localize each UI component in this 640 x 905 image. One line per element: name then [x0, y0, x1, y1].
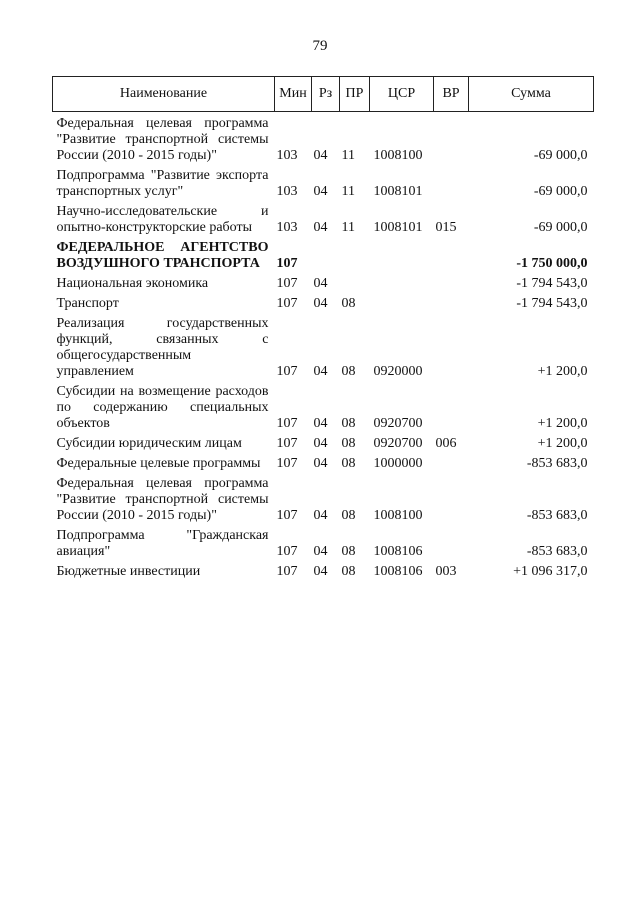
cell-rz: 04 [313, 220, 328, 235]
cell-csr: 1008106 [373, 564, 423, 579]
cell-min: 107 [276, 276, 298, 291]
header-min: Мин [275, 77, 312, 112]
cell-pr: 08 [341, 544, 356, 559]
cell-sum: -1 794 543,0 [516, 276, 588, 291]
cell-vr: 003 [435, 564, 457, 579]
cell-csr [370, 272, 434, 292]
header-rz: Рз [312, 77, 340, 112]
cell-pr: 08 [341, 436, 356, 451]
cell-rz: 04 [313, 148, 328, 163]
cell-rz: 04 [313, 544, 328, 559]
cell-rz: 04 [313, 184, 328, 199]
cell-name: Бюджетные инвестиции [56, 564, 201, 579]
cell-name: Реализация государственных функций, связанных с общегосударственным управлением [56, 316, 269, 379]
cell-vr [434, 292, 469, 312]
cell-sum: +1 200,0 [537, 416, 588, 431]
cell-csr: 1008100 [373, 148, 423, 163]
header-sum: Сумма [469, 77, 594, 112]
cell-min: 103 [276, 148, 298, 163]
cell-pr [340, 272, 370, 292]
cell-name: Научно-исследовательские и опытно-конструкторские работы [56, 204, 269, 235]
cell-sum: -69 000,0 [533, 184, 588, 199]
cell-name: Транспорт [56, 296, 119, 311]
cell-min: 107 [276, 256, 298, 271]
cell-name: Подпрограмма "Гражданская авиация" [56, 528, 269, 559]
cell-rz: 04 [313, 436, 328, 451]
table-header [53, 77, 594, 112]
cell-min: 103 [276, 220, 298, 235]
cell-min: 107 [276, 508, 298, 523]
table-row [53, 312, 594, 380]
cell-pr [340, 236, 370, 272]
cell-min: 107 [276, 456, 298, 471]
cell-vr [434, 380, 469, 432]
table-row [53, 452, 594, 472]
cell-sum: -853 683,0 [526, 544, 588, 559]
cell-vr [434, 112, 469, 165]
cell-pr: 08 [341, 416, 356, 431]
page-number: 79 [312, 38, 328, 54]
cell-min: 103 [276, 184, 298, 199]
header-csr: ЦСР [370, 77, 434, 112]
cell-sum: -1 794 543,0 [516, 296, 588, 311]
cell-vr [434, 452, 469, 472]
cell-sum: +1 096 317,0 [513, 564, 588, 579]
cell-csr [370, 292, 434, 312]
cell-name: Субсидии на возмещение расходов по содержанию специальных объектов [56, 384, 269, 431]
cell-vr: 006 [435, 436, 457, 451]
cell-name: Национальная экономика [56, 276, 209, 291]
header-vr: ВР [434, 77, 469, 112]
cell-pr: 08 [341, 364, 356, 379]
table-body [53, 112, 594, 581]
cell-csr: 0920000 [373, 364, 423, 379]
cell-vr [434, 236, 469, 272]
cell-min: 107 [276, 296, 298, 311]
cell-pr: 08 [341, 296, 356, 311]
cell-sum: -853 683,0 [526, 456, 588, 471]
cell-csr: 1008101 [373, 184, 423, 199]
table-row [53, 524, 594, 560]
cell-csr: 1008101 [373, 220, 423, 235]
cell-min: 107 [276, 544, 298, 559]
cell-csr: 1008100 [373, 508, 423, 523]
cell-pr: 11 [341, 184, 355, 199]
cell-name: Федеральные целевые программы [56, 456, 261, 471]
cell-pr: 11 [341, 220, 355, 235]
cell-name: Федеральная целевая программа "Развитие транспортной системы России (2010 - 2015 годы)" [56, 116, 269, 163]
cell-min: 107 [276, 416, 298, 431]
cell-name: Федеральная целевая программа "Развитие транспортной системы России (2010 - 2015 годы)" [56, 476, 269, 523]
table-row [53, 200, 594, 236]
cell-rz: 04 [313, 564, 328, 579]
cell-sum: +1 200,0 [537, 364, 588, 379]
cell-csr: 0920700 [373, 436, 423, 451]
cell-rz: 04 [313, 276, 328, 291]
cell-rz: 04 [313, 296, 328, 311]
cell-name: Подпрограмма "Развитие экспорта транспортных услуг" [56, 168, 269, 199]
cell-csr: 1008106 [373, 544, 423, 559]
table-row [53, 112, 594, 165]
header-name: Наименование [53, 77, 275, 112]
cell-min: 107 [276, 564, 298, 579]
cell-pr: 08 [341, 456, 356, 471]
cell-csr [370, 236, 434, 272]
cell-rz: 04 [313, 508, 328, 523]
cell-vr: 015 [435, 220, 457, 235]
table-row [53, 236, 594, 272]
cell-sum: -69 000,0 [533, 148, 588, 163]
cell-rz: 04 [313, 364, 328, 379]
cell-vr [434, 472, 469, 524]
header-row [53, 77, 594, 112]
table-row [53, 432, 594, 452]
cell-vr [434, 164, 469, 200]
table-row [53, 272, 594, 292]
table-row [53, 292, 594, 312]
cell-name: ФЕДЕРАЛЬНОЕ АГЕНТСТВО ВОЗДУШНОГО ТРАНСПОРТА [56, 240, 269, 271]
cell-pr: 08 [341, 508, 356, 523]
cell-csr: 1000000 [373, 456, 423, 471]
cell-sum: -1 750 000,0 [516, 256, 588, 271]
cell-pr: 08 [341, 564, 356, 579]
cell-sum: -853 683,0 [526, 508, 588, 523]
cell-min: 107 [276, 436, 298, 451]
table-row [53, 380, 594, 432]
cell-pr: 11 [341, 148, 355, 163]
cell-rz: 04 [313, 456, 328, 471]
cell-sum: -69 000,0 [533, 220, 588, 235]
table-row [53, 560, 594, 580]
table-row [53, 472, 594, 524]
cell-csr: 0920700 [373, 416, 423, 431]
cell-min: 107 [276, 364, 298, 379]
header-pr: ПР [340, 77, 370, 112]
budget-table [52, 76, 594, 580]
cell-vr [434, 272, 469, 292]
cell-sum: +1 200,0 [537, 436, 588, 451]
table-row [53, 164, 594, 200]
cell-vr [434, 312, 469, 380]
cell-vr [434, 524, 469, 560]
cell-name: Субсидии юридическим лицам [56, 436, 242, 451]
cell-rz [312, 236, 340, 272]
cell-rz: 04 [313, 416, 328, 431]
